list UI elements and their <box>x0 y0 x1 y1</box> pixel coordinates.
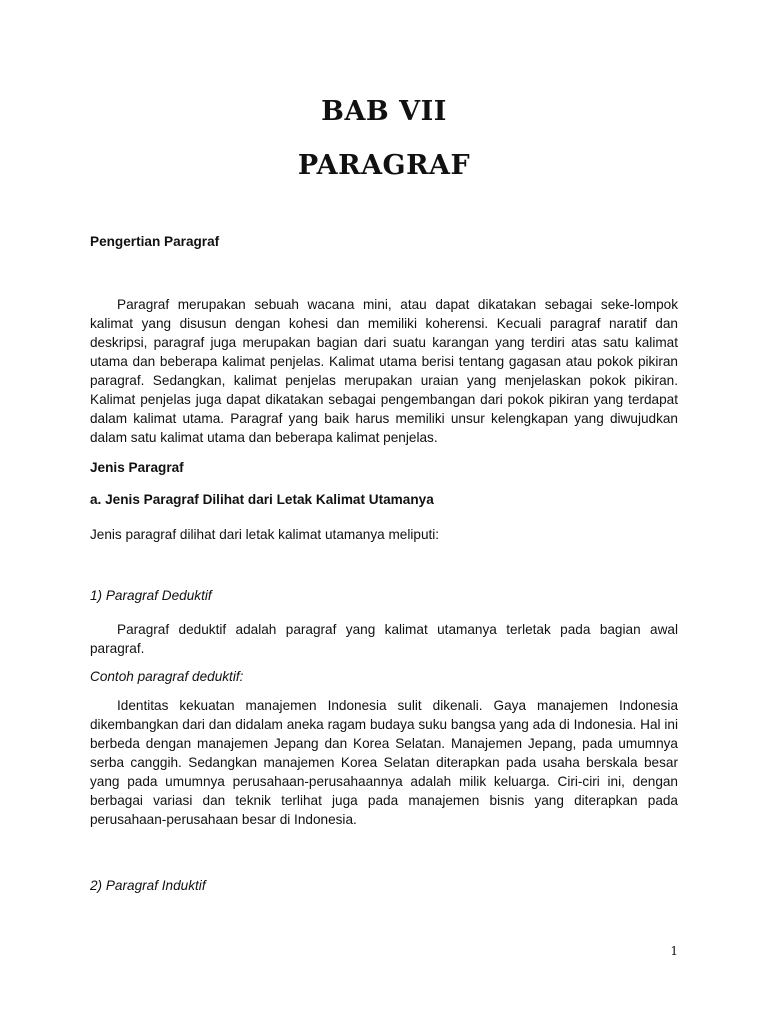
types-heading: Jenis Paragraf <box>90 460 184 475</box>
page-number: 1 <box>670 944 678 958</box>
deductive-title: 1) Paragraf Deduktif <box>90 588 212 603</box>
document-page <box>90 0 678 1024</box>
definition-paragraph: Paragraf merupakan sebuah wacana mini, atau dapat dikatakan sebagai seke-lompok kalimat yang disusun dengan kohesi dan memiliki koherensi. Kecuali paragraf naratif dan deskripsi, paragraf juga merupakan bagian dari suatu karangan yang terdiri atas satu kalimat utama dan beberapa kalimat penjelas. Kalimat utama berisi tentang gagasan atau pokok pikiran paragraf. Sedangkan, kalimat penjelas merupakan uraian yang menjelaskan pokok pikiran. Kalimat penjelas juga dapat dikatakan sebagai pengembangan dari pokok pikiran yang terdapat dalam kalimat utama. Paragraf yang baik harus memiliki unsur kelengkapan yang diwujudkan dalam satu kalimat utama dan beberapa kalimat penjelas. <box>90 297 678 445</box>
deductive-definition: Paragraf deduktif adalah paragraf yang kalimat utamanya terletak pada bagian awal paragraf. <box>90 622 678 656</box>
chapter-title: PARAGRAF <box>297 150 471 181</box>
chapter-number: BAB VII <box>321 96 447 127</box>
deductive-example: Identitas kekuatan manajemen Indonesia sulit dikenali. Gaya manajemen Indonesia dikembangkan dari dan didalam aneka ragam budaya suku bangsa yang ada di Indonesia. Hal ini berbeda dengan manajemen Jepang dan Korea Selatan. Manajemen Jepang, pada umumnya serba canggih. Sedangkan manajemen Korea Selatan diterapkan pada usaha berskala besar yang pada umumnya perusahaan-perusahaannya adalah milik keluarga. Ciri-ciri ini, dengan berbagai variasi dan teknik terlihat juga pada manajemen bisnis yang diterapkan pada perusahaan-perusahaan besar di Indonesia. <box>90 698 678 827</box>
definition-heading: Pengertian Paragraf <box>90 234 220 249</box>
inductive-title: 2) Paragraf Induktif <box>90 878 206 893</box>
deductive-example-label: Contoh paragraf deduktif: <box>90 669 244 684</box>
types-intro: Jenis paragraf dilihat dari letak kalimat utamanya meliputi: <box>90 527 440 542</box>
types-subheading: a. Jenis Paragraf Dilihat dari Letak Kalimat Utamanya <box>90 492 434 507</box>
